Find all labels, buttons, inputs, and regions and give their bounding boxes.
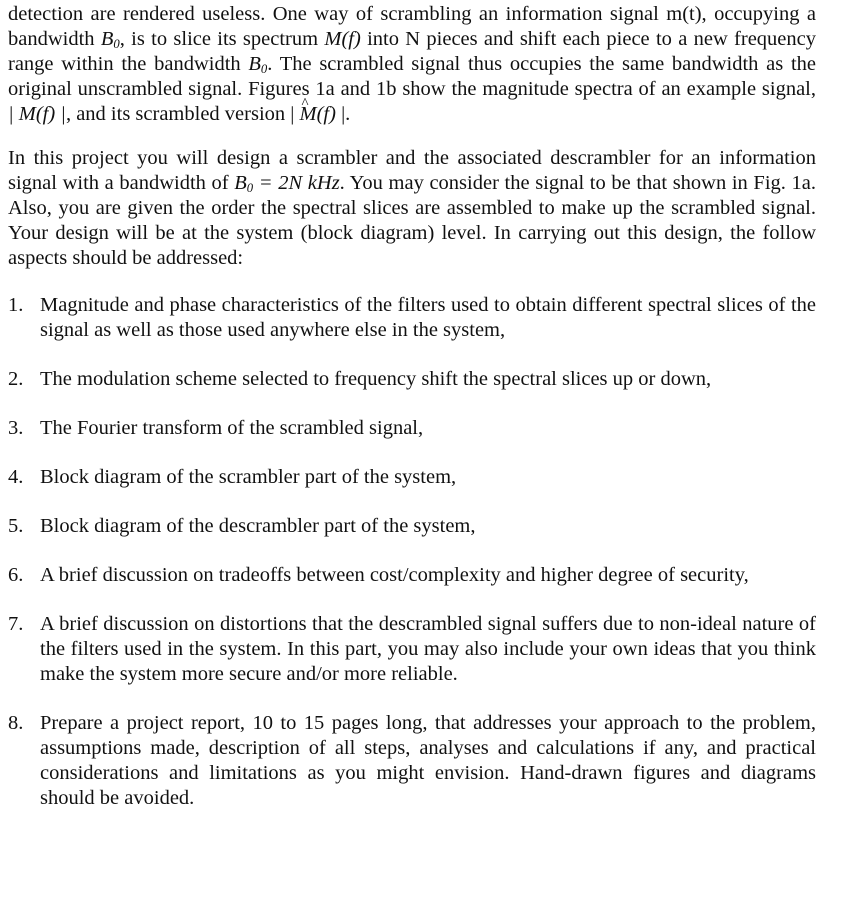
bandwidth-symbol-subscript: 0 [113, 37, 120, 52]
list-item [8, 711, 816, 811]
list-item-number: 3. [8, 417, 24, 439]
list-item-number: 1. [8, 294, 24, 316]
bandwidth-symbol-letter: B [100, 28, 114, 50]
intro-p2-text-1: In this project you will design a scrambler and the associated descrambler for an information signal with a bandwidth of [8, 147, 816, 194]
list-item-text: The modulation scheme selected to frequency shift the spectral slices up or down, [40, 368, 712, 390]
list-item-number: 7. [8, 613, 24, 635]
list-item-text: Magnitude and phase characteristics of the filters used to obtain different spectral slices of the signal as well as those used anywhere else in the system, [40, 294, 816, 341]
task-list [8, 293, 816, 811]
intro-paragraph-1 [8, 2, 816, 127]
scrambled-m-hat: ^ M [300, 102, 317, 127]
bandwidth-equation [234, 172, 339, 194]
list-item [8, 293, 816, 343]
bandwidth-equation-letter: B [234, 172, 247, 194]
list-item-text: Prepare a project report, 10 to 15 pages long, that addresses your approach to the problem, assumptions made, description of all steps, analyses and calculations if any, and practical considerations and limitations as you might envision. Hand-drawn figures and diagrams should be avoided. [40, 712, 816, 809]
bandwidth-equation-value: = 2N kHz [253, 172, 340, 194]
list-item [8, 416, 816, 441]
intro-p1-text-2: , is to slice its spectrum [119, 28, 325, 50]
list-item [8, 563, 816, 588]
list-item [8, 612, 816, 687]
bandwidth-symbol-2-letter: B [248, 53, 261, 75]
intro-p1-text-5: , and its scrambled version [65, 103, 291, 125]
magnitude-spectrum-symbol: | M(f) | [8, 103, 66, 125]
intro-p1-text-4: . The scrambled signal thus occupies the same bandwidth as the original unscrambled signal. Figures 1a and 1b show the magnitude spectra of an example signal, [8, 53, 816, 100]
list-item [8, 514, 816, 539]
intro-p2-text-2: . You may consider the signal to be that shown in Fig. 1a. Also, you are given the order the spectral slices are assembled to make up the scrambled signal. Your design will be at the system (block diagram) level. In carrying out this design, the follow aspects should be addressed: [8, 172, 816, 269]
list-item-text: A brief discussion on tradeoffs between cost/complexity and higher degree of security, [40, 564, 749, 586]
document-page [0, 2, 860, 902]
scrambled-spectrum-symbol [290, 103, 350, 125]
intro-p1-text-3: into N pieces and shift each piece to a new frequency range within the bandwidth [8, 28, 817, 75]
list-item-text: A brief discussion on distortions that the descrambled signal suffers due to non-ideal nature of the filters used in the system. In this part, you may also include your own ideas that you think make the system more secure and/or more reliable. [40, 613, 816, 685]
bandwidth-equation-subscript: 0 [246, 181, 254, 196]
list-item-text: Block diagram of the descrambler part of the system, [40, 515, 476, 537]
list-item [8, 367, 816, 392]
list-item-number: 2. [8, 368, 24, 390]
list-item [8, 465, 816, 490]
bandwidth-symbol-2-subscript: 0 [260, 62, 268, 77]
intro-paragraph-2 [8, 146, 816, 271]
list-item-number: 4. [8, 466, 24, 488]
spectrum-symbol: M(f) [324, 28, 361, 50]
scrambled-f: (f) [316, 103, 336, 125]
list-item-text: The Fourier transform of the scrambled signal, [40, 417, 424, 439]
bandwidth-symbol-2 [248, 53, 267, 75]
list-item-number: 8. [8, 712, 24, 734]
scrambled-bar-right: |. [335, 103, 351, 125]
scrambled-bar-left: | [290, 103, 300, 125]
list-item-number: 5. [8, 515, 24, 537]
intro-p1-text-1: detection are rendered useless. One way of scrambling an information signal m(t), occupying a bandwidth [8, 3, 816, 50]
list-item-number: 6. [8, 564, 24, 586]
bandwidth-symbol [101, 28, 120, 50]
list-item-text: Block diagram of the scrambler part of the system, [40, 466, 457, 488]
